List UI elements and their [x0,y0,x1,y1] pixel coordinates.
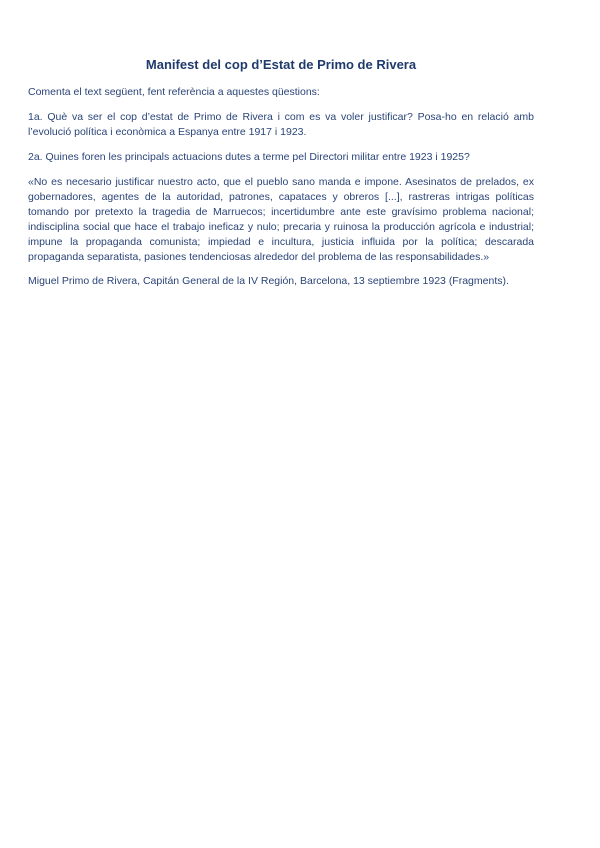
question-1: 1a. Què va ser el cop d’estat de Primo de Rivera i com es va voler justificar? Posa-ho en relació amb l’evolució política i econòmica a Espanya entre 1917 i 1923. [28,111,534,138]
question-2: 2a. Quines foren les principals actuacions dutes a terme pel Directori militar entre 1923 i 1925? [28,151,470,163]
instructions-text: Comenta el text següent, fent referència a aquestes qüestions: [28,86,320,98]
document-page [28,0,534,289]
quoted-manifesto-text: «No es necesario justificar nuestro acto, que el pueblo sano manda e impone. Asesinatos de prelados, ex gobernadores, agentes de la autoridad, patrones, capataces y obreros [...], rastreras intrigas políticas tomando por pretexto la tragedia de Marruecos; incertidumbre ante este gravísimo problema nacional; indisciplina social que hace el trabajo ineficaz y nulo; precaria y ruinosa la producción agrícola e industrial; impune la propaganda comunista; impiedad e incultura, justicia influida por la política; descarada propaganda separatista, pasiones tendenciosas alrededor del problema de las responsabilidades.» [28,176,534,263]
document-title: Manifest del cop d’Estat de Primo de Rivera [145,57,417,72]
source-citation: Miguel Primo de Rivera, Capitán General de la IV Región, Barcelona, 13 septiembre 1923 (Fragments). [28,275,509,287]
